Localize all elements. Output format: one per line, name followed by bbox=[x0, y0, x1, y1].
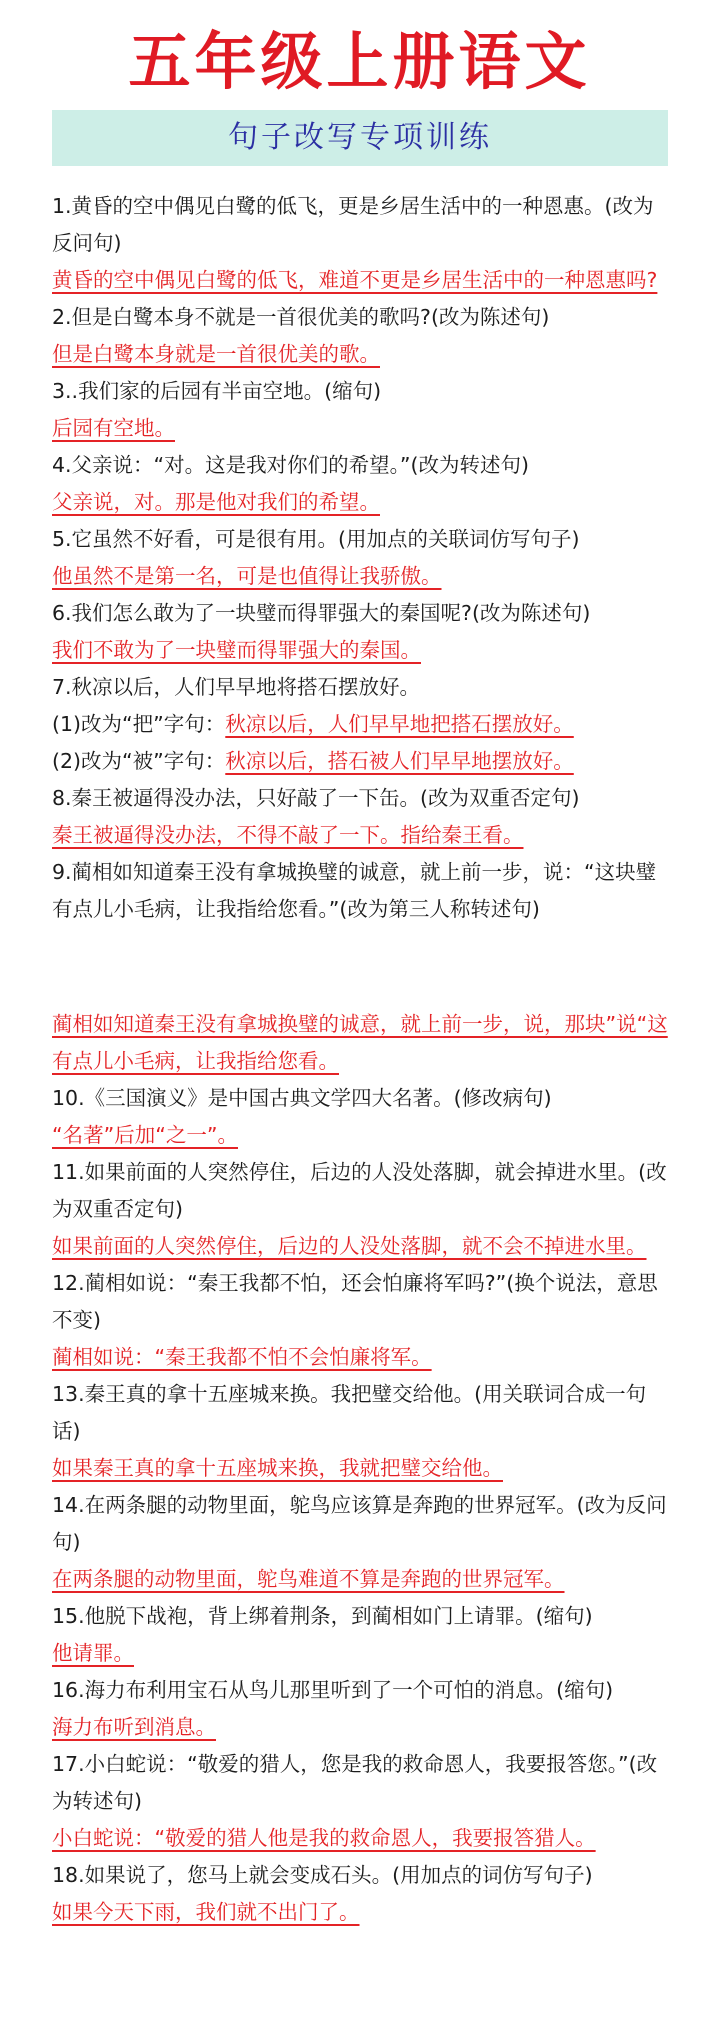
answer-18: 如果今天下雨，我们就不出门了。 bbox=[52, 1900, 360, 1924]
answer-4: 父亲说，对。那是他对我们的希望。 bbox=[52, 490, 380, 514]
question-3: 3..我们家的后园有半亩空地。(缩句) bbox=[52, 379, 382, 403]
question-18: 18.如果说了，您马上就会变成石头。(用加点的词仿写句子) bbox=[52, 1863, 593, 1887]
answer-3: 后园有空地。 bbox=[52, 416, 175, 440]
question-7-2: (2)改为“被”字句：秋凉以后，搭石被人们早早地摆放好。 bbox=[52, 749, 574, 773]
question-16: 16.海力布利用宝石从鸟儿那里听到了一个可怕的消息。(缩句) bbox=[52, 1678, 614, 1702]
answer-11: 如果前面的人突然停住，后边的人没处落脚，就不会不掉进水里。 bbox=[52, 1234, 647, 1258]
question-17: 17.小白蛇说：“敬爱的猎人，您是我的救命恩人，我要报答您。”(改为转述句) bbox=[52, 1752, 658, 1813]
question-7: 7.秋凉以后，人们早早地将搭石摆放好。 bbox=[52, 675, 421, 699]
question-13: 13.秦王真的拿十五座城来换。我把璧交给他。(用关联词合成一句话) bbox=[52, 1382, 647, 1443]
answer-7-1: 秋凉以后，人们早早地把搭石摆放好。 bbox=[225, 712, 574, 736]
question-12: 12.蔺相如说：“秦王我都不怕，还会怕廉将军吗?”(换个说法，意思不变) bbox=[52, 1271, 658, 1332]
answer-1: 黄昏的空中偶见白鹭的低飞，难道不更是乡居生活中的一种恩惠吗? bbox=[52, 268, 658, 292]
answer-10: “名著”后加“之一”。 bbox=[52, 1123, 238, 1147]
question-15: 15.他脱下战袍，背上绑着荆条，到蔺相如门上请罪。(缩句) bbox=[52, 1604, 593, 1628]
question-11: 11.如果前面的人突然停住，后边的人没处落脚，就会掉进水里。(改为双重否定句) bbox=[52, 1160, 667, 1221]
answer-17: 小白蛇说：“敬爱的猎人他是我的救命恩人，我要报答猎人。 bbox=[52, 1826, 596, 1850]
answer-16: 海力布听到消息。 bbox=[52, 1715, 216, 1739]
question-7-1: (1)改为“把”字句：秋凉以后，人们早早地把搭石摆放好。 bbox=[52, 712, 574, 736]
question-6: 6.我们怎么敢为了一块璧而得罪强大的秦国呢?(改为陈述句) bbox=[52, 601, 591, 625]
page-title: 五年级上册语文 bbox=[128, 25, 591, 98]
question-9: 9.蔺相如知道秦王没有拿城换璧的诚意，就上前一步，说：“这块璧有点儿小毛病，让我指给您看。”(改为第三人称转述句) bbox=[52, 860, 657, 921]
answer-2: 但是白鹭本身就是一首很优美的歌。 bbox=[52, 342, 380, 366]
answer-15: 他请罪。 bbox=[52, 1641, 134, 1665]
question-14: 14.在两条腿的动物里面，鸵鸟应该算是奔跑的世界冠军。(改为反问句) bbox=[52, 1493, 667, 1554]
question-4: 4.父亲说：“对。这是我对你们的希望。”(改为转述句) bbox=[52, 453, 530, 477]
answer-7-2: 秋凉以后，搭石被人们早早地摆放好。 bbox=[225, 749, 574, 773]
question-5: 5.它虽然不好看，可是很有用。(用加点的关联词仿写句子) bbox=[52, 527, 580, 551]
answer-12: 蔺相如说：“秦王我都不怕不会怕廉将军。 bbox=[52, 1345, 432, 1369]
question-10: 10.《三国演义》是中国古典文学四大名著。(修改病句) bbox=[52, 1086, 552, 1110]
question-1: 1.黄昏的空中偶见白鹭的低飞，更是乡居生活中的一种恩惠。(改为反问句) bbox=[52, 194, 654, 255]
answer-5: 他虽然不是第一名，可是也值得让我骄傲。 bbox=[52, 564, 442, 588]
question-2: 2.但是白鹭本身不就是一首很优美的歌吗?(改为陈述句) bbox=[52, 305, 550, 329]
subtitle-banner bbox=[52, 110, 668, 166]
exercise-list bbox=[52, 188, 674, 1931]
answer-9: 蔺相如知道秦王没有拿城换璧的诚意，就上前一步，说，那块”说“这有点儿小毛病，让我指给您看。 bbox=[52, 1012, 668, 1073]
answer-8: 秦王被逼得没办法，不得不敲了一下。指给秦王看。 bbox=[52, 823, 524, 847]
answer-6: 我们不敢为了一块璧而得罪强大的秦国。 bbox=[52, 638, 421, 662]
answer-14: 在两条腿的动物里面，鸵鸟难道不算是奔跑的世界冠军。 bbox=[52, 1567, 565, 1591]
subtitle: 句子改写专项训练 bbox=[228, 120, 492, 155]
spacer bbox=[52, 928, 674, 1006]
answer-13: 如果秦王真的拿十五座城来换，我就把璧交给他。 bbox=[52, 1456, 503, 1480]
question-8: 8.秦王被逼得没办法，只好敲了一下缶。(改为双重否定句) bbox=[52, 786, 580, 810]
